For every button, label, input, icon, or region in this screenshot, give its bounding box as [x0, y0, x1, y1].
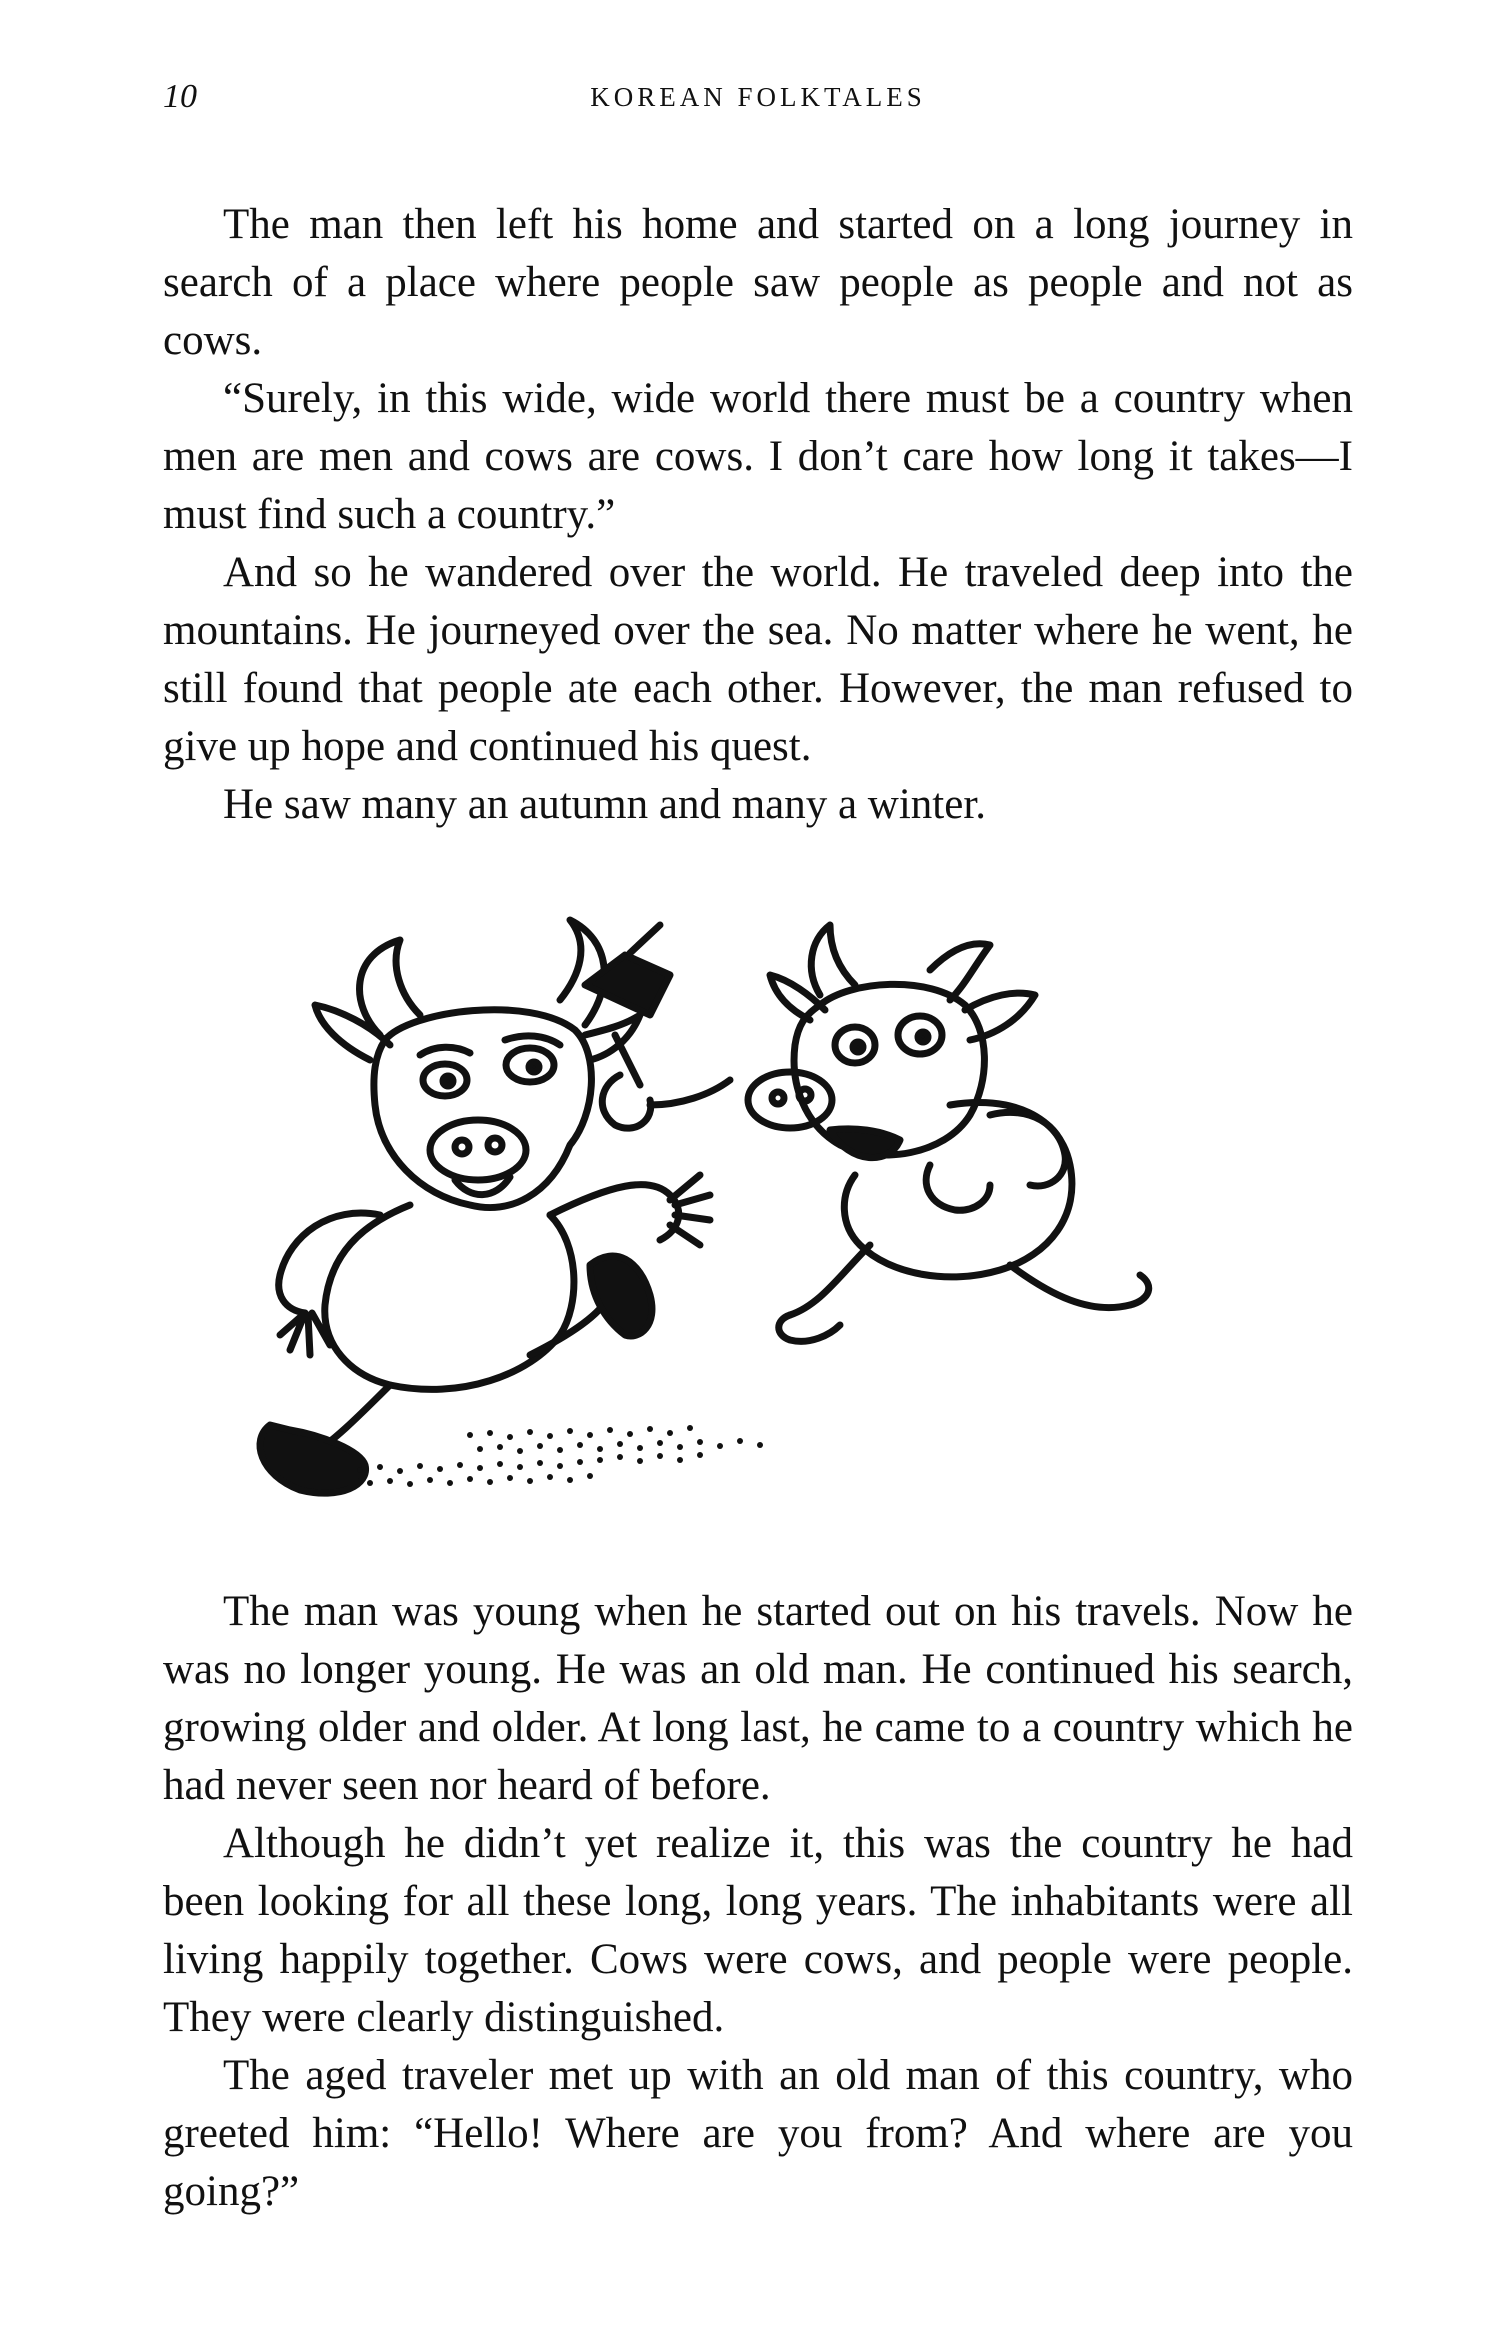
running-title: KOREAN FOLKTALES	[590, 82, 926, 112]
running-head	[163, 72, 1353, 122]
paragraph: He saw many an autumn and many a winter.	[223, 781, 987, 828]
paragraph: “Surely, in this wide, wide world there must be a country when men are men and cows are cows. I don’t care how long it takes—I must find such a country.”	[163, 375, 1353, 538]
two-cow-headed-figures-chasing-illustration	[230, 915, 1330, 1515]
page-number: 10	[163, 78, 197, 115]
paragraph: Although he didn’t yet realize it, this was the country he had been looking for all these long, long years. The inhabitants were all living happily together. Cows were cows, and people were people. They were clearly distinguished.	[163, 1820, 1353, 2041]
body-text-bottom	[163, 1583, 1353, 2221]
paragraph: The man then left his home and started on a long journey in search of a place where people saw people as people and not as cows.	[163, 201, 1353, 364]
paragraph: And so he wandered over the world. He traveled deep into the mountains. He journeyed over the sea. No matter where he went, he still found that people ate each other. However, the man refused to give up hope and continued his quest.	[163, 549, 1353, 770]
body-text-top	[163, 196, 1353, 834]
paragraph: The man was young when he started out on his travels. Now he was no longer young. He was an old man. He continued his search, growing older and older. At long last, he came to a country which he had never seen nor heard of before.	[163, 1588, 1353, 1809]
paragraph: The aged traveler met up with an old man of this country, who greeted him: “Hello! Where are you from? And where are you going?”	[163, 2052, 1353, 2215]
